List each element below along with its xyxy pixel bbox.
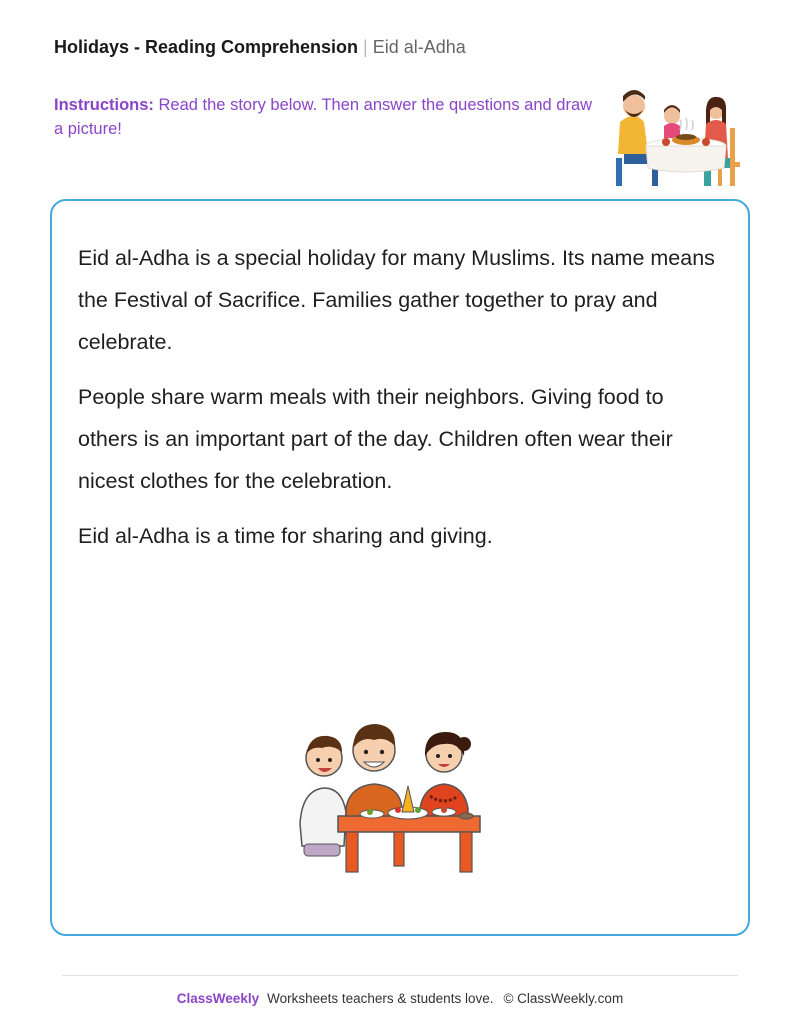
instructions-label: Instructions: [54, 96, 154, 114]
story-paragraph: Eid al-Adha is a time for sharing and giving. [78, 524, 493, 548]
family-meal-illustration [298, 716, 488, 876]
worksheet-subtitle: Eid al-Adha [372, 37, 466, 57]
story-box [50, 199, 750, 936]
instructions-text: Read the story below. Then answer the questions and draw a picture! [54, 96, 593, 138]
footer [0, 991, 800, 1006]
story-paragraph: People share warm meals with their neighbors. Giving food to others is an important part of the day. Children often wear their nicest clothes for the celebration. [78, 385, 673, 493]
story-text [78, 237, 718, 570]
title-separator: | [363, 37, 368, 57]
story-paragraph: Eid al-Adha is a special holiday for many Muslims. Its name means the Festival of Sacrifice. Families gather together to pray and celebrate. [78, 246, 715, 354]
footer-tagline: Worksheets teachers & students love. [267, 991, 494, 1006]
family-dinner-illustration [614, 80, 754, 190]
footer-brand: ClassWeekly [176, 991, 260, 1006]
worksheet-title: Holidays - Reading Comprehension [54, 37, 359, 57]
worksheet-header [54, 37, 466, 58]
instructions [54, 93, 594, 141]
footer-divider [62, 975, 738, 976]
footer-copyright: © ClassWeekly.com [503, 991, 624, 1006]
